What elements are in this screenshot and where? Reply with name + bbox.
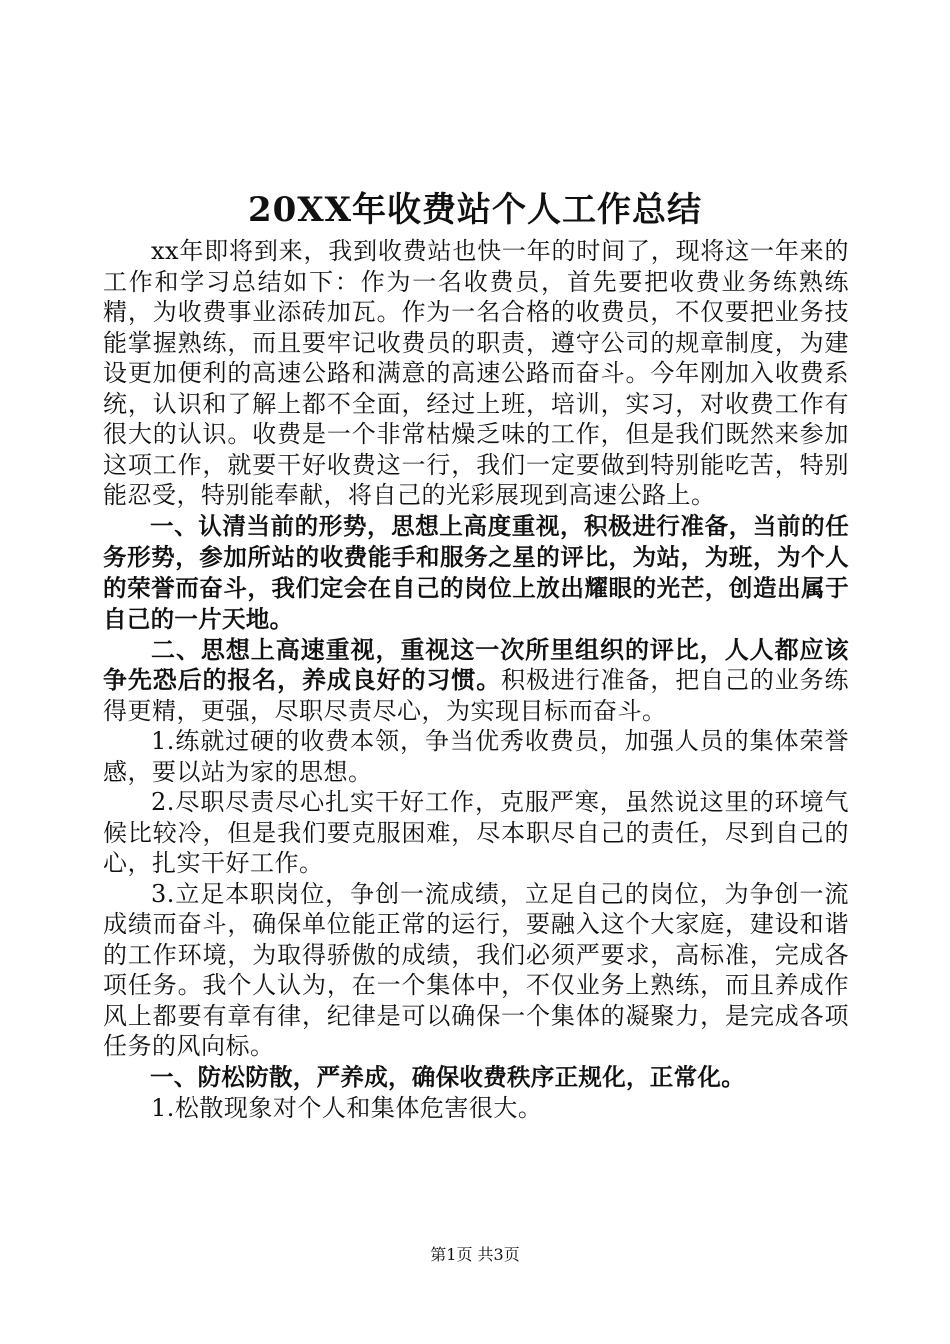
paragraph-item-1: 1.练就过硬的收费本领，争当优秀收费员，加强人员的集体荣誉感，要以站为家的思想。	[103, 727, 849, 786]
paragraph-item-4: 1.松散现象对个人和集体危害很大。	[151, 1093, 543, 1122]
paragraph-intro: xx年即将到来，我到收费站也快一年的时间了，现将这一年来的工作和学习总结如下：作为一名收费员，首先要把收费业务练熟练精，为收费事业添砖加瓦。作为一名合格的收费员，不仅要把业务技能掌握熟练，而且要牢记收费员的职责，遵守公司的规章制度，为建设更加便利的高速公路和满意的高速公路而奋斗。今年刚加入收费系统，认识和了解上都不全面，经过上班，培训，实习，对收费工作有很大的认识。收费是一个非常枯燥乏味的工作，但是我们既然来参加这项工作，就要干好收费这一行，我们一定要做到特别能吃苦，特别能忍受，特别能奉献，将自己的光彩展现到高速公路上。	[103, 237, 849, 509]
paragraph-section-2	[103, 635, 849, 727]
document-body	[103, 236, 849, 1123]
paragraph-section-1: 一、认清当前的形势，思想上高度重视，积极进行准备，当前的任务形势，参加所站的收费能手和服务之星的评比，为站，为班，为个人的荣誉而奋斗，我们定会在自己的岗位上放出耀眼的光芒，创造出属于自己的一片天地。	[103, 511, 849, 633]
page-indicator: 第1页 共3页	[430, 1245, 520, 1264]
document-title: 20XX年收费站个人工作总结	[247, 190, 703, 230]
paragraph-section-2-body: 积极进行准备，把自己的业务练得更精，更强，尽职尽责尽心，为实现目标而奋斗。	[103, 666, 850, 725]
paragraph-section-2-heading: 二、思想上高速重视，重视这一次所里组织的评比，人人都应该争先恐后的报名，养成良好的习惯。	[103, 635, 849, 694]
paragraph-item-3: 3.立足本职岗位，争创一流成绩，立足自己的岗位，为争创一流成绩而奋斗，确保单位能正常的运行，要融入这个大家庭，建设和谐的工作环境，为取得骄傲的成绩，我们必须严要求，高标准，完成各项任务。我个人认为，在一个集体中，不仅业务上熟练，而且养成作风上都要有章有律，纪律是可以确保一个集体的凝聚力，是完成各项任务的风向标。	[103, 879, 849, 1060]
paragraph-section-3: 一、防松防散，严养成，确保收费秩序正规化，正常化。	[150, 1062, 745, 1091]
paragraph-item-2: 2.尽职尽责尽心扎实干好工作，克服严寒，虽然说这里的环境气候比较冷，但是我们要克服困难，尽本职尽自己的责任，尽到自己的心，扎实干好工作。	[103, 788, 849, 877]
